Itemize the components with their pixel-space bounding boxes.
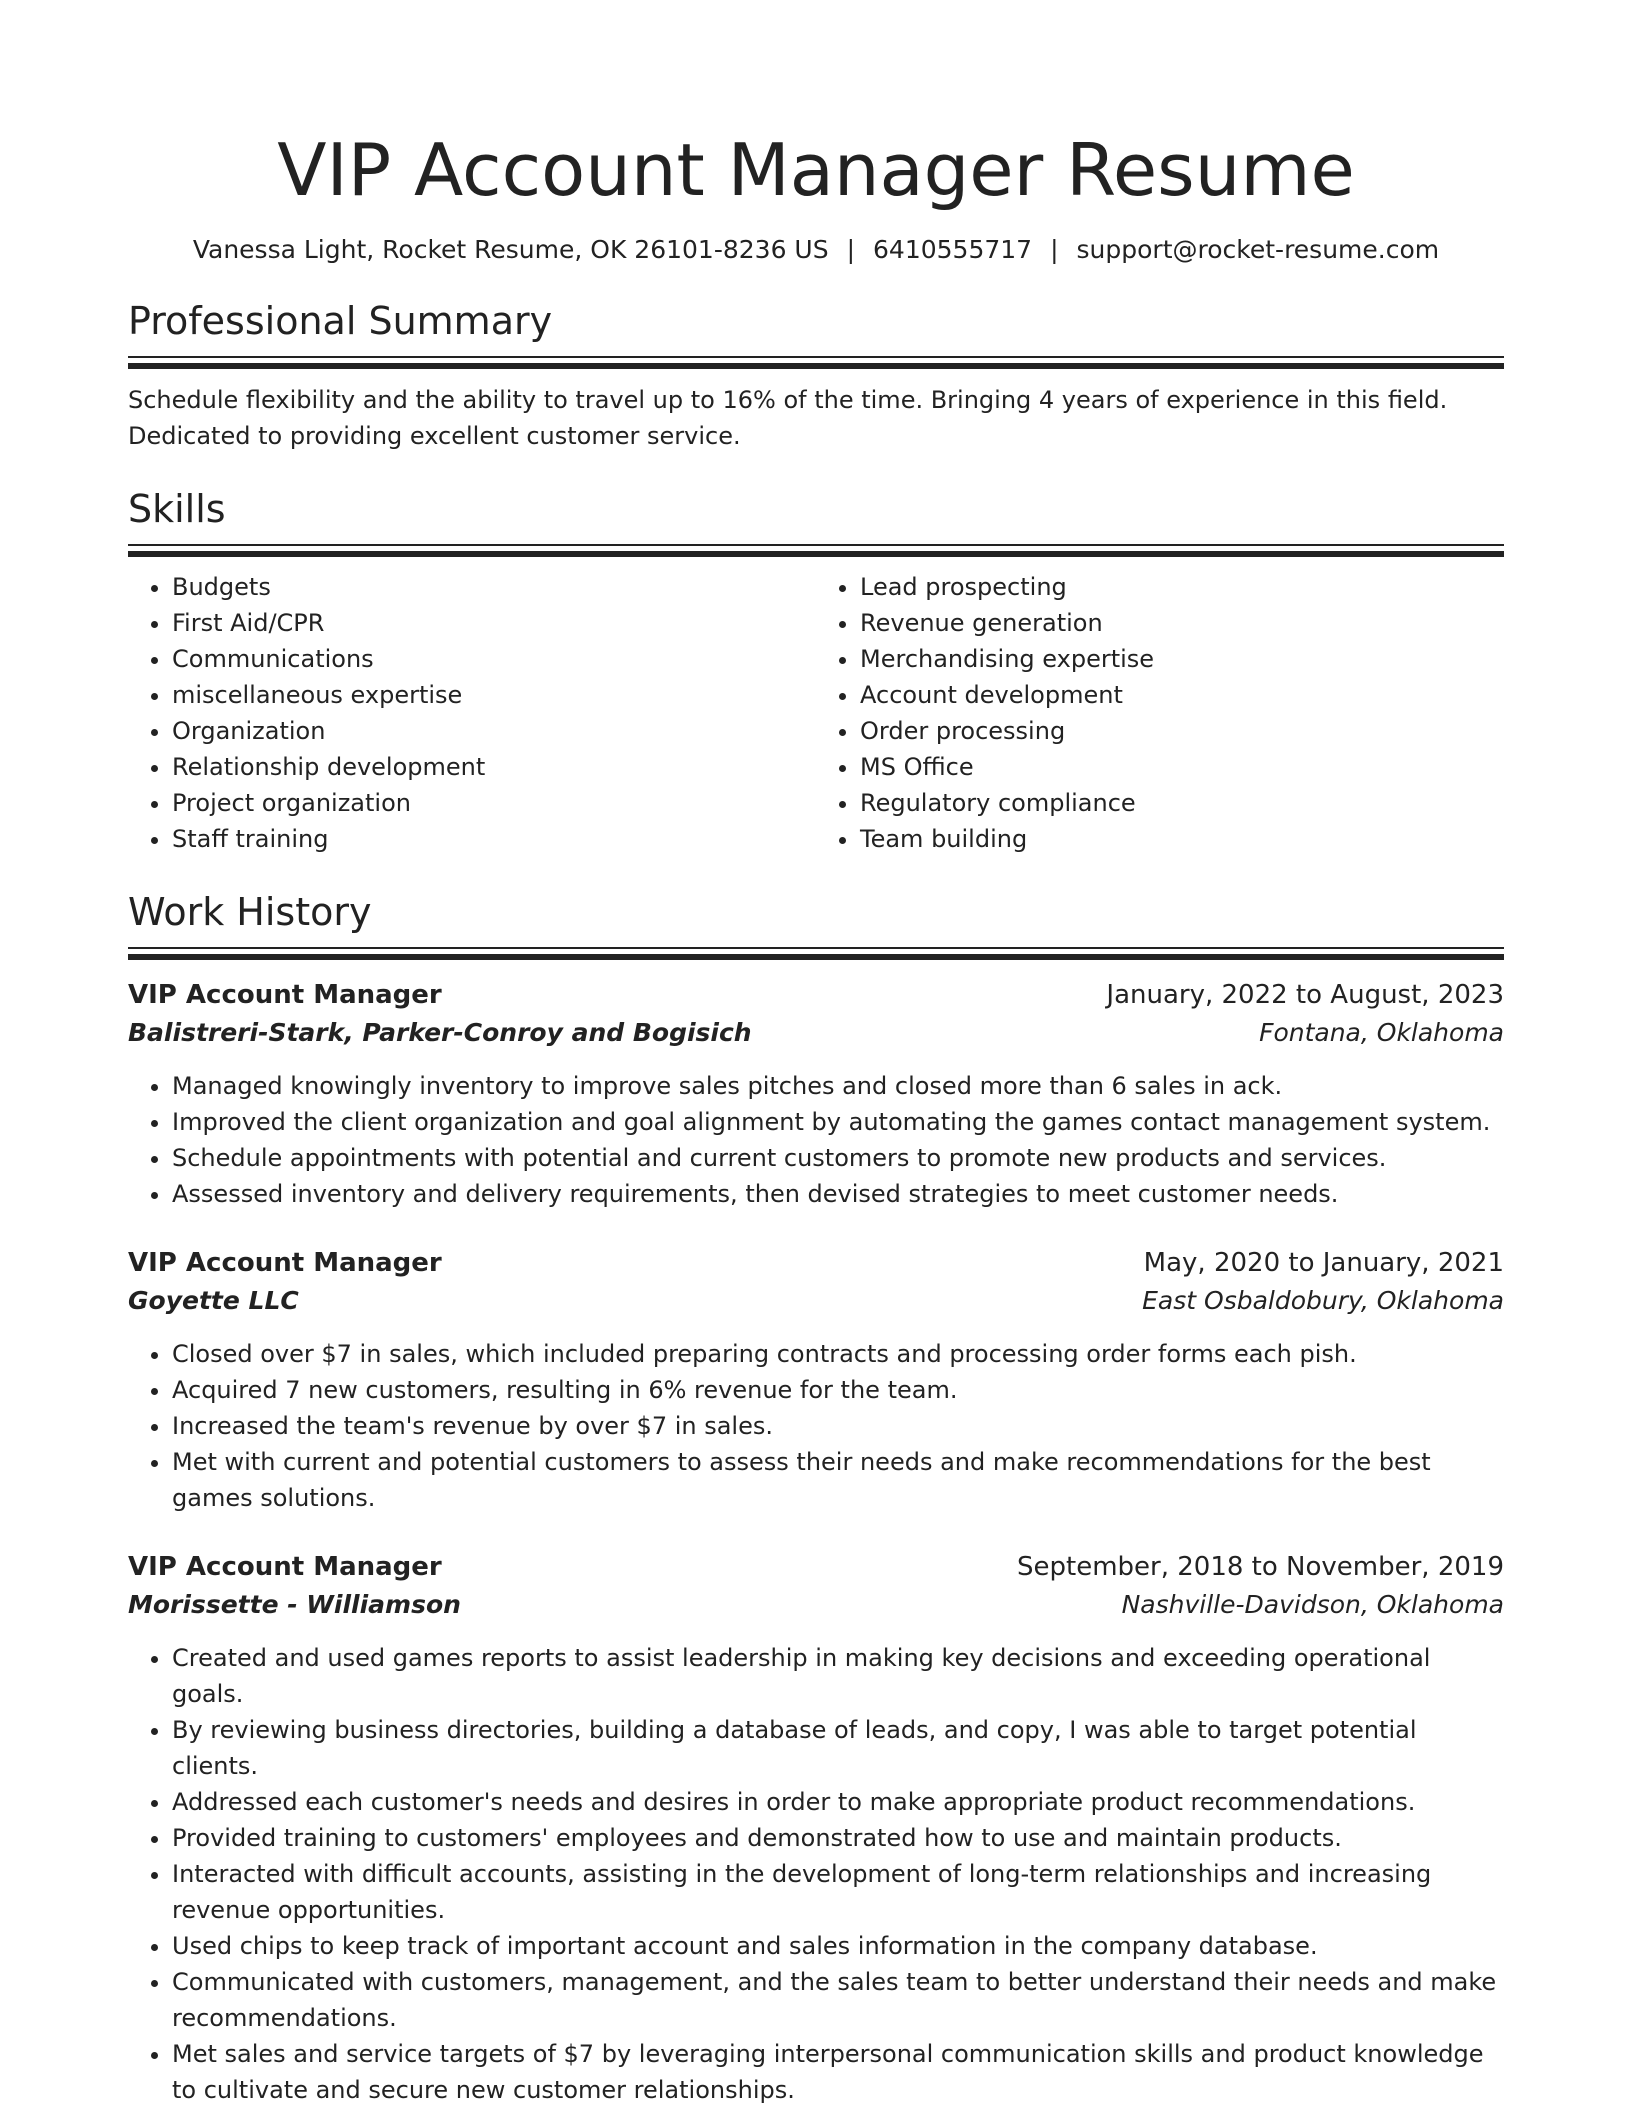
job-location: Fontana, Oklahoma	[1259, 1018, 1504, 1047]
skill-item: • Project organization	[172, 785, 816, 821]
section-divider	[128, 356, 1504, 369]
skill-item: • Relationship development	[172, 749, 816, 785]
job-location: Nashville-Davidson, Oklahoma	[1121, 1590, 1504, 1619]
skill-item: • Order processing	[860, 713, 1504, 749]
job-bullet: • By reviewing business directories, building a database of leads, and copy, I was able to target potential clients.	[172, 1712, 1504, 1784]
job-header	[128, 1548, 1504, 1586]
job-header	[128, 1244, 1504, 1282]
job-bullet: • Improved the client organization and goal alignment by automating the games contact management system.	[172, 1104, 1504, 1140]
skill-item: • Staff training	[172, 821, 816, 857]
job-dates: January, 2022 to August, 2023	[1106, 980, 1504, 1010]
job-bullets	[128, 1336, 1504, 1516]
job-dates: September, 2018 to November, 2019	[1017, 1552, 1504, 1582]
job-dates: May, 2020 to January, 2021	[1143, 1248, 1504, 1278]
work-history-heading: Work History	[128, 890, 372, 934]
skill-item: • Communications	[172, 641, 816, 677]
job-bullet: • Created and used games reports to assist leadership in making key decisions and exceeding operational goals.	[172, 1640, 1504, 1712]
job-subheader	[128, 1014, 1504, 1052]
skill-item: • Regulatory compliance	[860, 785, 1504, 821]
job-entry	[128, 1244, 1504, 1516]
section-divider	[128, 544, 1504, 557]
work-history-section	[128, 887, 1504, 2108]
skill-item: • Account development	[860, 677, 1504, 713]
summary-text: Schedule flexibility and the ability to travel up to 16% of the time. Bringing 4 years of experience in this field. Dedicated to providing excellent customer service.	[128, 386, 1448, 450]
job-bullets	[128, 1640, 1504, 2108]
job-bullet: • Increased the team's revenue by over $7 in sales.	[172, 1408, 1504, 1444]
summary-section	[128, 296, 1504, 454]
job-company: Morissette - Williamson	[128, 1590, 461, 1619]
skill-item: • First Aid/CPR	[172, 605, 816, 641]
skill-item: • Lead prospecting	[860, 569, 1504, 605]
job-subheader	[128, 1586, 1504, 1624]
skill-item: • MS Office	[860, 749, 1504, 785]
job-title: VIP Account Manager	[128, 980, 442, 1010]
job-bullet: • Addressed each customer's needs and desires in order to make appropriate product recommendations.	[172, 1784, 1504, 1820]
job-entry	[128, 976, 1504, 1212]
contact-separator: |	[1050, 235, 1059, 264]
job-bullet: • Interacted with difficult accounts, assisting in the development of long-term relationships and increasing revenue opportunities.	[172, 1856, 1504, 1928]
job-bullet: • Met sales and service targets of $7 by leveraging interpersonal communication skills and product knowledge to cultivate and secure new customer relationships.	[172, 2036, 1504, 2108]
job-bullet: • Managed knowingly inventory to improve sales pitches and closed more than 6 sales in ack.	[172, 1068, 1504, 1104]
job-bullet: • Assessed inventory and delivery requirements, then devised strategies to meet customer needs.	[172, 1176, 1504, 1212]
skill-item: • Organization	[172, 713, 816, 749]
contact-line	[128, 232, 1504, 268]
job-location: East Osbaldobury, Oklahoma	[1142, 1286, 1504, 1315]
job-bullet: • Provided training to customers' employees and demonstrated how to use and maintain products.	[172, 1820, 1504, 1856]
job-title: VIP Account Manager	[128, 1248, 442, 1278]
job-bullet: • Met with current and potential customers to assess their needs and make recommendations for the best games solutions.	[172, 1444, 1504, 1516]
resume-title: VIP Account Manager Resume	[277, 128, 1355, 212]
job-company: Balistreri-Stark, Parker-Conroy and Bogisich	[128, 1018, 752, 1047]
section-divider	[128, 947, 1504, 960]
job-bullets	[128, 1068, 1504, 1212]
job-bullet: • Acquired 7 new customers, resulting in 6% revenue for the team.	[172, 1372, 1504, 1408]
skills-right-column	[816, 569, 1504, 857]
contact-separator: |	[846, 235, 856, 264]
job-company: Goyette LLC	[128, 1286, 299, 1315]
job-bullet: • Communicated with customers, management, and the sales team to better understand their needs and make recommendations.	[172, 1964, 1504, 2036]
skill-item: • Team building	[860, 821, 1504, 857]
contact-phone: 6410555717	[873, 235, 1033, 264]
skills-left-column	[128, 569, 816, 857]
job-title: VIP Account Manager	[128, 1552, 442, 1582]
contact-address: Vanessa Light, Rocket Resume, OK 26101-8236 US	[192, 235, 829, 264]
skills-columns	[128, 569, 1504, 857]
summary-heading: Professional Summary	[128, 299, 553, 343]
job-header	[128, 976, 1504, 1014]
job-bullet: • Schedule appointments with potential and current customers to promote new products and services.	[172, 1140, 1504, 1176]
job-subheader	[128, 1282, 1504, 1320]
skill-item: • Budgets	[172, 569, 816, 605]
job-entry	[128, 1548, 1504, 2108]
skill-item: • Revenue generation	[860, 605, 1504, 641]
contact-email: support@rocket-resume.com	[1076, 235, 1440, 264]
job-bullet: • Closed over $7 in sales, which included preparing contracts and processing order forms each pish.	[172, 1336, 1504, 1372]
skills-heading: Skills	[128, 487, 226, 531]
skill-item: • Merchandising expertise	[860, 641, 1504, 677]
resume-page	[128, 0, 1504, 2108]
job-bullet: • Used chips to keep track of important account and sales information in the company database.	[172, 1928, 1504, 1964]
skills-section	[128, 484, 1504, 857]
skill-item: • miscellaneous expertise	[172, 677, 816, 713]
